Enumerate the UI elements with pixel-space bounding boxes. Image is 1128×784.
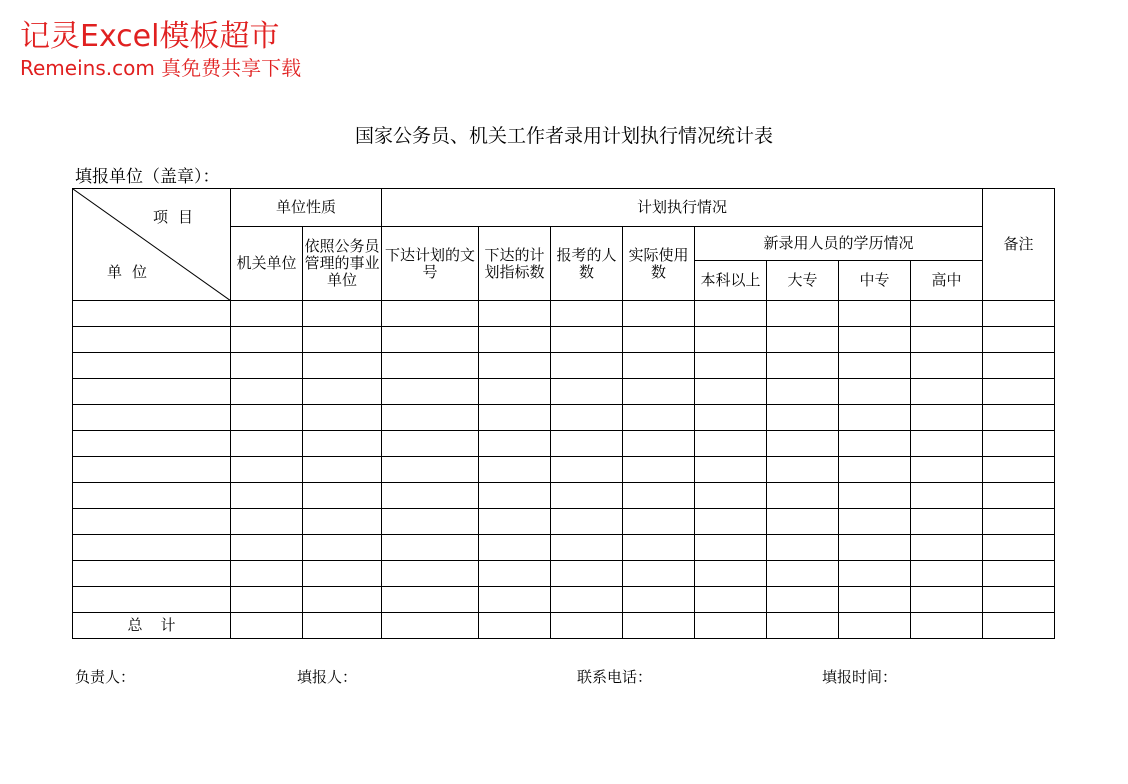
- table-cell[interactable]: [695, 327, 767, 353]
- table-cell[interactable]: [231, 535, 303, 561]
- table-cell[interactable]: [839, 613, 911, 639]
- table-cell[interactable]: [73, 405, 231, 431]
- table-cell[interactable]: [767, 587, 839, 613]
- table-cell[interactable]: [911, 535, 983, 561]
- table-cell[interactable]: [767, 431, 839, 457]
- table-cell[interactable]: [73, 483, 231, 509]
- table-cell[interactable]: [767, 535, 839, 561]
- table-cell[interactable]: [231, 483, 303, 509]
- table-cell[interactable]: [983, 587, 1055, 613]
- table-cell[interactable]: [695, 535, 767, 561]
- table-cell[interactable]: [695, 301, 767, 327]
- table-cell[interactable]: [479, 613, 551, 639]
- table-cell[interactable]: [73, 301, 231, 327]
- diagonal-header-cell: [73, 189, 231, 301]
- watermark-title: 记灵Excel模板超市: [20, 19, 280, 54]
- table-cell[interactable]: [551, 509, 623, 535]
- table-cell[interactable]: [479, 353, 551, 379]
- table-cell[interactable]: [479, 379, 551, 405]
- table-cell[interactable]: [551, 587, 623, 613]
- header-edu-bachelor: 本科以上: [695, 261, 767, 301]
- header-applicants: 报考的人数: [551, 227, 623, 301]
- table-cell[interactable]: [839, 379, 911, 405]
- header-actual-used: 实际使用数: [623, 227, 695, 301]
- table-cell[interactable]: [767, 561, 839, 587]
- table-cell[interactable]: [767, 379, 839, 405]
- table-cell[interactable]: [382, 457, 479, 483]
- table-cell[interactable]: [382, 613, 479, 639]
- header-edu-secondary: 中专: [839, 261, 911, 301]
- table-cell[interactable]: [551, 301, 623, 327]
- table-cell[interactable]: [623, 327, 695, 353]
- table-cell[interactable]: [839, 301, 911, 327]
- table-cell[interactable]: [911, 431, 983, 457]
- table-row: [73, 561, 1055, 587]
- table-cell[interactable]: [695, 431, 767, 457]
- table-cell[interactable]: [551, 561, 623, 587]
- table-cell[interactable]: [695, 405, 767, 431]
- table-cell[interactable]: [623, 561, 695, 587]
- table-cell[interactable]: [382, 405, 479, 431]
- footer-filler: 填报人：: [297, 668, 358, 686]
- table-cell[interactable]: [983, 379, 1055, 405]
- table-cell[interactable]: [839, 327, 911, 353]
- table-row: [73, 379, 1055, 405]
- table-cell[interactable]: [551, 353, 623, 379]
- table-cell[interactable]: [551, 535, 623, 561]
- table-row: [73, 405, 1055, 431]
- header-civil-managed-unit: 依照公务员管理的事业单位: [303, 227, 382, 301]
- table-cell[interactable]: [623, 483, 695, 509]
- table-cell[interactable]: [231, 379, 303, 405]
- total-row: [73, 613, 1055, 639]
- table-cell[interactable]: [911, 405, 983, 431]
- table-cell[interactable]: [303, 509, 382, 535]
- table-row: [73, 353, 1055, 379]
- table-cell[interactable]: [73, 379, 231, 405]
- header-unit-label: 单位: [107, 263, 158, 281]
- table-cell[interactable]: [73, 509, 231, 535]
- table-cell[interactable]: [767, 301, 839, 327]
- header-edu-highschool: 高中: [911, 261, 983, 301]
- table-row: [73, 535, 1055, 561]
- table-cell[interactable]: [983, 327, 1055, 353]
- table-cell[interactable]: [695, 379, 767, 405]
- header-education-group: 新录用人员的学历情况: [695, 227, 983, 261]
- table-cell[interactable]: [231, 509, 303, 535]
- table-cell[interactable]: [983, 509, 1055, 535]
- table-cell[interactable]: [73, 561, 231, 587]
- table-cell[interactable]: [551, 431, 623, 457]
- table-cell[interactable]: [983, 535, 1055, 561]
- table-cell[interactable]: [382, 327, 479, 353]
- table-cell[interactable]: [73, 431, 231, 457]
- watermark-logo: [20, 18, 301, 80]
- table-cell[interactable]: [839, 483, 911, 509]
- table-cell[interactable]: [382, 301, 479, 327]
- header-plan-quota: 下达的计划指标数: [479, 227, 551, 301]
- table-cell[interactable]: [623, 535, 695, 561]
- diagonal-line: [73, 189, 231, 301]
- table-cell[interactable]: [839, 561, 911, 587]
- table-row: [73, 431, 1055, 457]
- table-cell[interactable]: [623, 301, 695, 327]
- table-cell[interactable]: [231, 405, 303, 431]
- table-cell[interactable]: [231, 613, 303, 639]
- table-cell[interactable]: [303, 301, 382, 327]
- table-cell[interactable]: [231, 327, 303, 353]
- table-row: [73, 483, 1055, 509]
- table-cell[interactable]: [623, 587, 695, 613]
- table-cell[interactable]: [623, 353, 695, 379]
- table-cell[interactable]: [911, 483, 983, 509]
- table-cell[interactable]: [479, 561, 551, 587]
- fill-unit-label: 填报单位（盖章）：: [75, 167, 220, 187]
- table-cell[interactable]: [382, 379, 479, 405]
- table-cell[interactable]: [695, 509, 767, 535]
- table-row: [73, 509, 1055, 535]
- table-cell[interactable]: [911, 457, 983, 483]
- table-cell[interactable]: [551, 327, 623, 353]
- table-cell[interactable]: [911, 613, 983, 639]
- table-cell[interactable]: [767, 483, 839, 509]
- header-agency-unit: 机关单位: [231, 227, 303, 301]
- statistics-table: [72, 188, 1055, 639]
- table-cell[interactable]: [479, 431, 551, 457]
- table-cell[interactable]: [623, 613, 695, 639]
- table-cell[interactable]: [839, 431, 911, 457]
- footer-fill-time: 填报时间：: [822, 668, 898, 686]
- table-cell[interactable]: [767, 405, 839, 431]
- table-cell[interactable]: [695, 587, 767, 613]
- table-cell[interactable]: [839, 509, 911, 535]
- table-cell[interactable]: [479, 483, 551, 509]
- table-cell[interactable]: [73, 327, 231, 353]
- table-cell[interactable]: [382, 353, 479, 379]
- table-cell[interactable]: [623, 509, 695, 535]
- table-cell[interactable]: [911, 353, 983, 379]
- table-cell[interactable]: [767, 613, 839, 639]
- table-cell[interactable]: [983, 405, 1055, 431]
- table-cell[interactable]: [231, 353, 303, 379]
- table-cell[interactable]: [551, 405, 623, 431]
- table-cell[interactable]: [983, 431, 1055, 457]
- table-cell[interactable]: [479, 535, 551, 561]
- watermark-subtitle: Remeins.com 真免费共享下载: [20, 56, 302, 80]
- table-cell[interactable]: [303, 353, 382, 379]
- table-cell[interactable]: [382, 587, 479, 613]
- table-cell[interactable]: [382, 431, 479, 457]
- table-cell[interactable]: [303, 457, 382, 483]
- footer-phone: 联系电话：: [577, 668, 653, 686]
- table-cell[interactable]: [231, 587, 303, 613]
- header-plan-execution: 计划执行情况: [382, 189, 983, 227]
- table-cell[interactable]: [303, 561, 382, 587]
- table-cell[interactable]: [73, 353, 231, 379]
- table-cell[interactable]: [479, 301, 551, 327]
- table-cell[interactable]: [839, 457, 911, 483]
- table-cell[interactable]: [382, 509, 479, 535]
- table-cell[interactable]: [623, 457, 695, 483]
- table-cell[interactable]: [983, 483, 1055, 509]
- table-cell[interactable]: [839, 587, 911, 613]
- table-cell[interactable]: [767, 353, 839, 379]
- table-cell[interactable]: [73, 457, 231, 483]
- header-doc-number: 下达计划的文号: [382, 227, 479, 301]
- table-cell[interactable]: [695, 483, 767, 509]
- table-cell[interactable]: [695, 561, 767, 587]
- table-cell[interactable]: [303, 431, 382, 457]
- table-cell[interactable]: [911, 379, 983, 405]
- table-cell[interactable]: [983, 457, 1055, 483]
- total-label: 总计: [73, 613, 231, 639]
- header-item-label: 项目: [153, 208, 204, 226]
- table-cell[interactable]: [911, 327, 983, 353]
- table-cell[interactable]: [231, 431, 303, 457]
- table-cell[interactable]: [303, 327, 382, 353]
- table-cell[interactable]: [479, 509, 551, 535]
- table-cell[interactable]: [839, 535, 911, 561]
- table-cell[interactable]: [839, 353, 911, 379]
- table-cell[interactable]: [767, 509, 839, 535]
- table-cell[interactable]: [382, 561, 479, 587]
- table-cell[interactable]: [303, 587, 382, 613]
- table-row: [73, 587, 1055, 613]
- document-title: 国家公务员、机关工作者录用计划执行情况统计表: [354, 125, 773, 147]
- table-cell[interactable]: [303, 535, 382, 561]
- table-cell[interactable]: [303, 379, 382, 405]
- table-cell[interactable]: [231, 301, 303, 327]
- table-cell[interactable]: [983, 301, 1055, 327]
- table-cell[interactable]: [695, 613, 767, 639]
- header-remarks: 备注: [983, 189, 1055, 301]
- table-cell[interactable]: [911, 561, 983, 587]
- table-cell[interactable]: [231, 457, 303, 483]
- table-row: [73, 327, 1055, 353]
- table-cell[interactable]: [767, 327, 839, 353]
- table-cell[interactable]: [479, 405, 551, 431]
- table-cell[interactable]: [983, 353, 1055, 379]
- table-cell[interactable]: [767, 457, 839, 483]
- table-cell[interactable]: [623, 405, 695, 431]
- table-cell[interactable]: [695, 353, 767, 379]
- table-cell[interactable]: [551, 379, 623, 405]
- table-cell[interactable]: [303, 613, 382, 639]
- header-unit-nature: 单位性质: [231, 189, 382, 227]
- table-cell[interactable]: [623, 431, 695, 457]
- table-cell[interactable]: [623, 379, 695, 405]
- table-cell[interactable]: [73, 587, 231, 613]
- table-row: [73, 457, 1055, 483]
- table-cell[interactable]: [551, 457, 623, 483]
- table-cell[interactable]: [983, 613, 1055, 639]
- table-cell[interactable]: [695, 457, 767, 483]
- table-cell[interactable]: [911, 301, 983, 327]
- table-cell[interactable]: [551, 613, 623, 639]
- table-cell[interactable]: [983, 561, 1055, 587]
- table-cell[interactable]: [911, 587, 983, 613]
- table-cell[interactable]: [231, 561, 303, 587]
- table-cell[interactable]: [382, 483, 479, 509]
- table-cell[interactable]: [479, 457, 551, 483]
- table-cell[interactable]: [839, 405, 911, 431]
- table-cell[interactable]: [479, 327, 551, 353]
- table-cell[interactable]: [911, 509, 983, 535]
- table-cell[interactable]: [303, 405, 382, 431]
- table-row: [73, 301, 1055, 327]
- table-cell[interactable]: [303, 483, 382, 509]
- footer-responsible: 负责人：: [75, 668, 136, 686]
- table-cell[interactable]: [382, 535, 479, 561]
- table-cell[interactable]: [551, 483, 623, 509]
- table-cell[interactable]: [73, 535, 231, 561]
- table-cell[interactable]: [479, 587, 551, 613]
- header-edu-college: 大专: [767, 261, 839, 301]
